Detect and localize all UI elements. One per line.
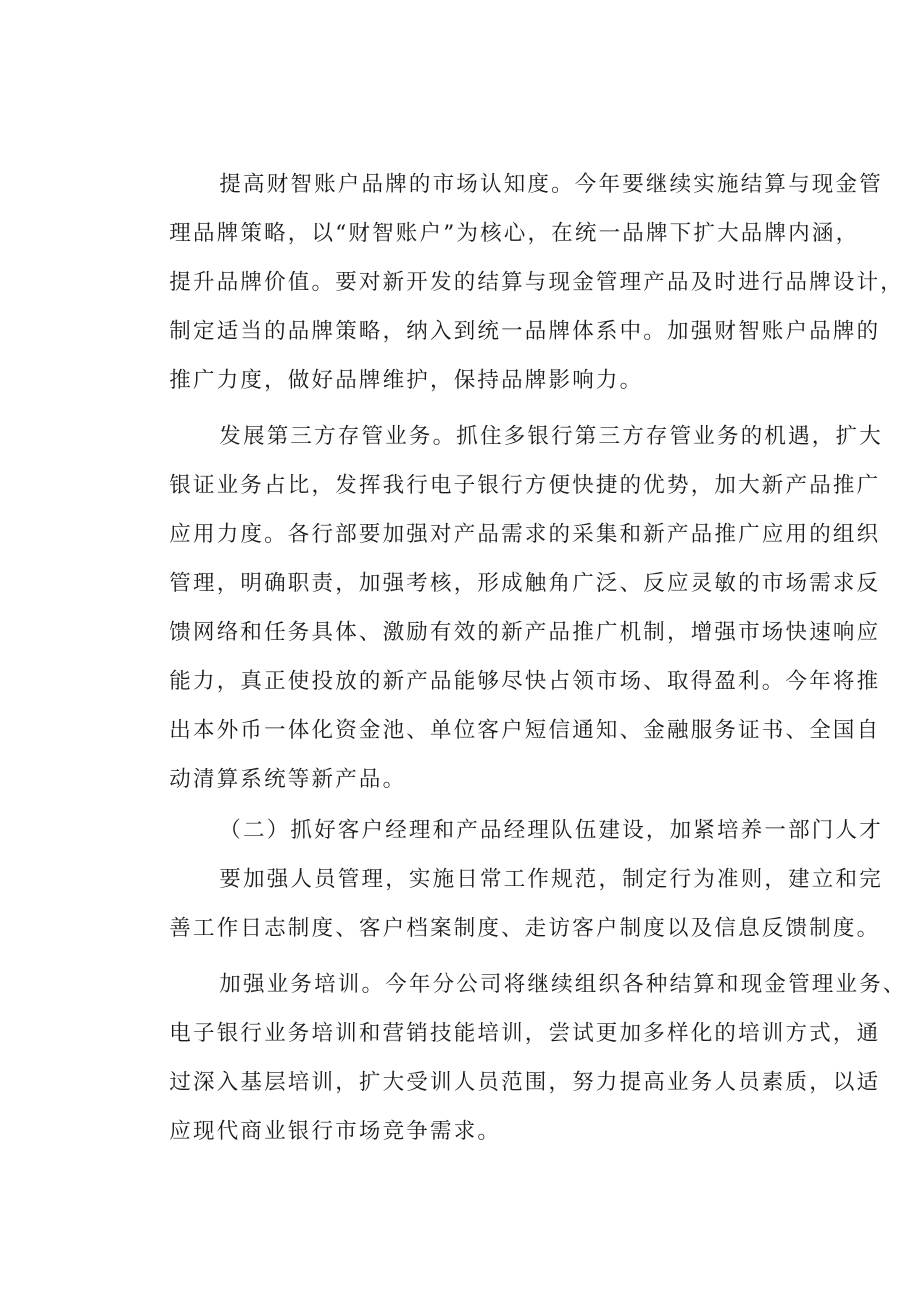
text-line: 制定适当的品牌策略，纳入到统一品牌体系中。加强财智账户品牌的 [169, 319, 881, 344]
text-line: 应用力度。各行部要加强对产品需求的采集和新产品推广应用的组织 [169, 522, 881, 547]
heading-text: （二）抓好客户经理和产品经理队伍建设，加紧培养一部门人才 [219, 818, 883, 843]
text-line: 发展第三方存管业务。抓住多银行第三方存管业务的机遇，扩大 [219, 424, 883, 449]
text-line: 过深入基层培训，扩大受训人员范围，努力提高业务人员素质，以适 [169, 1070, 881, 1095]
text-line: 出本外币一体化资金池、单位客户短信通知、金融服务证书、全国自 [169, 718, 881, 743]
text-line: 馈网络和任务具体、激励有效的新产品推广机制，增强市场快速响应 [169, 620, 881, 645]
paragraph-business-training [122, 960, 907, 1156]
text-line: 提升品牌价值。要对新开发的结算与现金管理产品及时进行品牌设计， [169, 270, 905, 295]
text-line: 电子银行业务培训和营销技能培训，尝试更加多样化的培训方式，通 [169, 1021, 881, 1046]
text-line: 银证业务占比，发挥我行电子银行方便快捷的优势，加大新产品推广 [169, 473, 881, 498]
paragraph-brand-awareness [122, 160, 905, 405]
section-heading [122, 806, 883, 855]
text-line: 提高财智账户品牌的市场认知度。今年要继续实施结算与现金管 [219, 172, 883, 197]
paragraph-staff-management [122, 855, 883, 953]
text-line: 能力，真正使投放的新产品能够尽快占领市场、取得盈利。今年将推 [169, 669, 881, 694]
text-line: 管理，明确职责，加强考核，形成触角广泛、反应灵敏的市场需求反 [169, 571, 881, 596]
paragraph-third-party-custody [122, 412, 883, 804]
text-line: 应现代商业银行市场竞争需求。 [169, 1119, 502, 1144]
text-line: 要加强人员管理，实施日常工作规范，制定行为准则，建立和完 [219, 867, 883, 892]
text-line: 动清算系统等新产品。 [169, 767, 407, 792]
text-line: 推广力度，做好品牌维护，保持品牌影响力。 [169, 368, 644, 393]
text-line: 加强业务培训。今年分公司将继续组织各种结算和现金管理业务、 [219, 972, 907, 997]
text-line: 善工作日志制度、客户档案制度、走访客户制度以及信息反馈制度。 [169, 916, 881, 941]
text-line: 理品牌策略，以“财智账户”为核心，在统一品牌下扩大品牌内涵， [169, 221, 860, 246]
document-body [122, 160, 907, 1156]
